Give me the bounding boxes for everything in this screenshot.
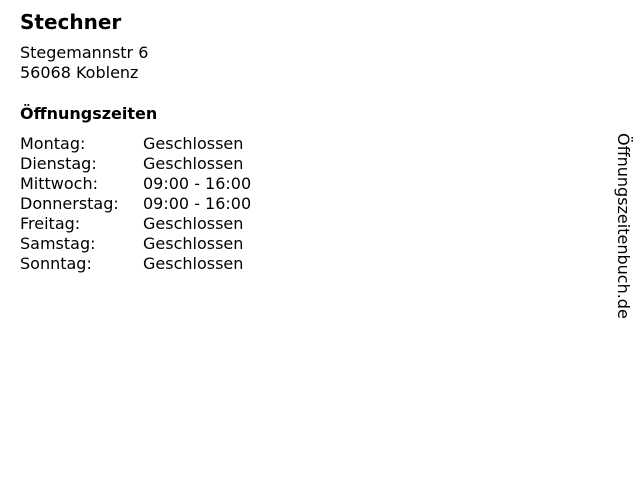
hours-heading: Öffnungszeiten — [20, 104, 158, 123]
hours-row-saturday — [20, 234, 251, 254]
time-value: Geschlossen — [143, 254, 244, 273]
day-label: Samstag: — [20, 234, 96, 253]
time-value: Geschlossen — [143, 214, 244, 233]
address-city: 56068 Koblenz — [20, 63, 139, 82]
business-name: Stechner — [20, 10, 122, 34]
watermark-source: Öffnungszeitenbuch.de — [614, 133, 633, 319]
time-value: Geschlossen — [143, 134, 244, 153]
day-label: Freitag: — [20, 214, 81, 233]
hours-row-tuesday — [20, 154, 251, 174]
day-label: Montag: — [20, 134, 86, 153]
day-label: Sonntag: — [20, 254, 92, 273]
hours-row-monday — [20, 134, 251, 154]
time-value: 09:00 - 16:00 — [143, 194, 252, 213]
day-label: Mittwoch: — [20, 174, 98, 193]
opening-hours-list — [20, 134, 251, 274]
hours-row-friday — [20, 214, 251, 234]
hours-row-wednesday — [20, 174, 251, 194]
day-label: Donnerstag: — [20, 194, 119, 213]
time-value: Geschlossen — [143, 154, 244, 173]
time-value: 09:00 - 16:00 — [143, 174, 252, 193]
address — [20, 43, 148, 83]
time-value: Geschlossen — [143, 234, 244, 253]
address-street: Stegemannstr 6 — [20, 43, 149, 62]
day-label: Dienstag: — [20, 154, 97, 173]
hours-row-thursday — [20, 194, 251, 214]
hours-row-sunday — [20, 254, 251, 274]
